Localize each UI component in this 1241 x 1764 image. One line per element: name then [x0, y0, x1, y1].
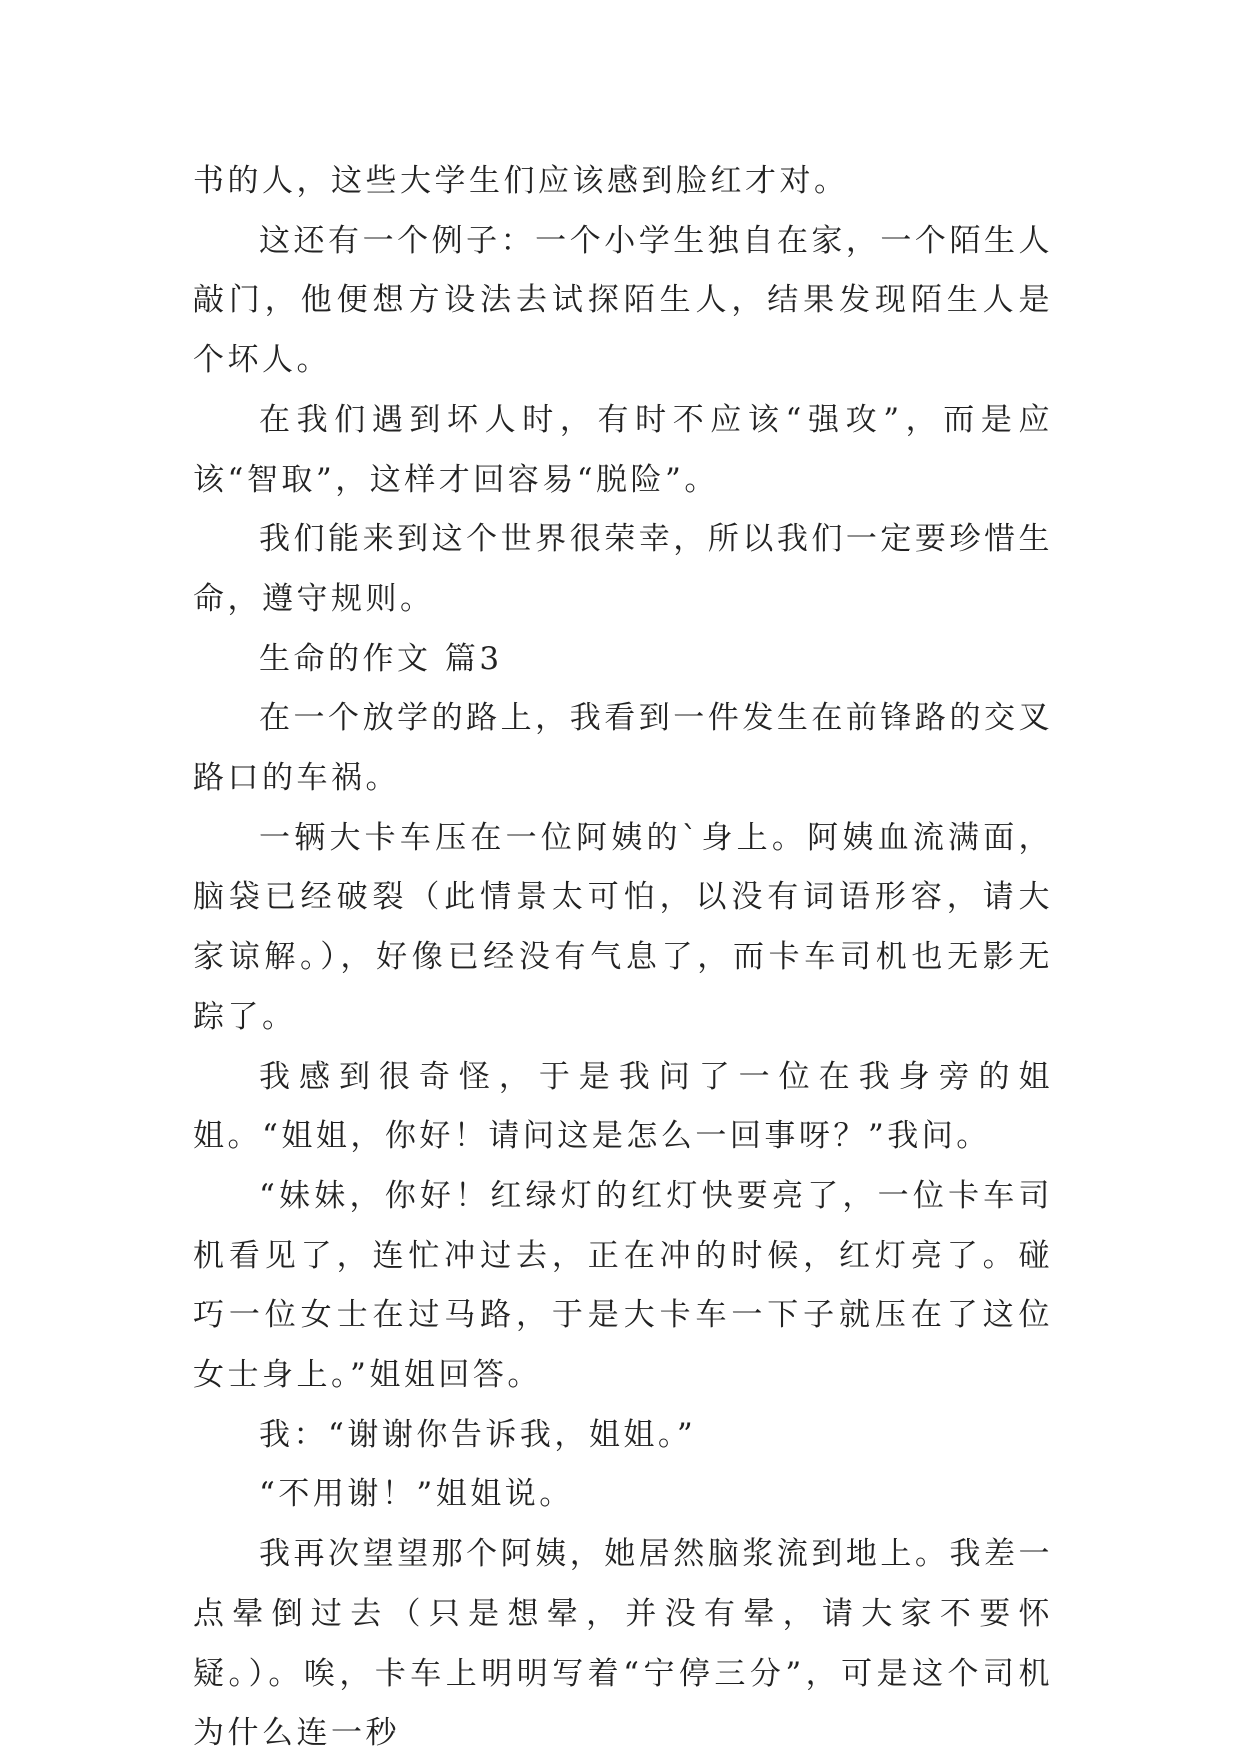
- paragraph: 我：“谢谢你告诉我，姐姐。”: [259, 1416, 697, 1453]
- paragraph: “不用谢！”姐姐说。: [259, 1476, 574, 1513]
- paragraph: 我感到很奇怪，于是我问了一位在我身旁的姐姐。“姐姐，你好！请问这是怎么一回事呀？”我问。: [193, 1058, 1053, 1155]
- paragraph: 在一个放学的路上，我看到一件发生在前锋路的交叉路口的车祸。: [193, 700, 1053, 797]
- section-heading: 生命的作文 篇3: [259, 640, 503, 677]
- paragraph: 在我们遇到坏人时，有时不应该“强攻”，而是应该“智取”，这样才回容易“脱险”。: [193, 401, 1053, 498]
- document-body: [193, 152, 1053, 1764]
- paragraph: “妹妹，你好！红绿灯的红灯快要亮了，一位卡车司机看见了，连忙冲过去，正在冲的时候，红灯亮了。碰巧一位女士在过马路，于是大卡车一下子就压在了这位女士身上。”姐姐回答。: [193, 1177, 1053, 1394]
- paragraph-continuation: 书的人，这些大学生们应该感到脸红才对。: [193, 163, 849, 199]
- paragraph: 我再次望望那个阿姨，她居然脑浆流到地上。我差一点晕倒过去（只是想晕，并没有晕，请大家不要怀疑。）。唉，卡车上明明写着“宁停三分”，可是这个司机为什么连一秒: [193, 1536, 1053, 1752]
- paragraph: 这还有一个例子：一个小学生独自在家，一个陌生人敲门，他便想方设法去试探陌生人，结果发现陌生人是个坏人。: [193, 222, 1053, 379]
- paragraph: 我们能来到这个世界很荣幸，所以我们一定要珍惜生命，遵守规则。: [193, 521, 1053, 617]
- paragraph: 一辆大卡车压在一位阿姨的`身上。阿姨血流满面，脑袋已经破裂（此情景太可怕，以没有词语形容，请大家谅解。），好像已经没有气息了，而卡车司机也无影无踪了。: [193, 819, 1053, 1035]
